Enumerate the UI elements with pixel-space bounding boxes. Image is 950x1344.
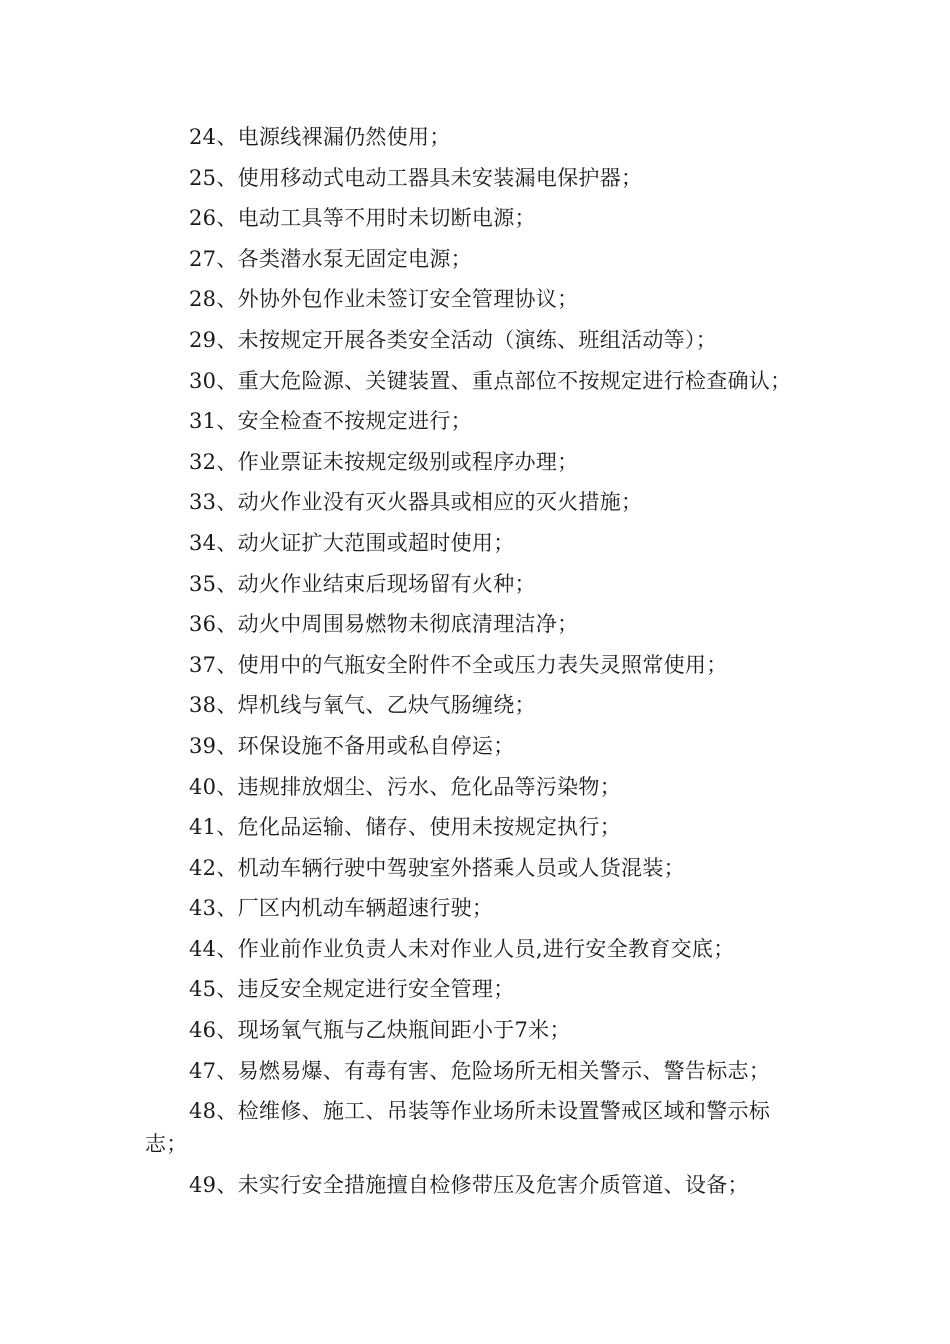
list-item: 25、使用移动式电动工器具未安装漏电保护器； xyxy=(189,165,643,190)
list-item: 40、违规排放烟尘、污水、危化品等污染物； xyxy=(189,774,622,799)
list-item: 49、未实行安全措施擅自检修带压及危害介质管道、设备； xyxy=(189,1173,749,1198)
list-item: 29、未按规定开展各类安全活动（演练、班组活动等）； xyxy=(189,327,718,352)
list-item: 24、电源线裸漏仍然使用； xyxy=(189,125,451,149)
list-item: 34、动火证扩大范围或超时使用； xyxy=(189,530,515,555)
list-item: 38、焊机线与氧气、乙炔气肠缠绕； xyxy=(189,693,536,718)
list-item: 47、易燃易爆、有毒有害、危险场所无相关警示、警告标志； xyxy=(189,1058,771,1083)
list-item: 31、安全检查不按规定进行； xyxy=(189,409,472,434)
list-item: 41、危化品运输、储存、使用未按规定执行； xyxy=(189,815,622,840)
list-item: 45、违反安全规定进行安全管理； xyxy=(189,977,515,1002)
list-item: 30、重大危险源、关键装置、重点部位不按规定进行检查确认； xyxy=(189,368,792,393)
list-item: 48、检维修、施工、吊装等作业场所未设置警戒区域和警示标志； xyxy=(145,1099,771,1157)
list-item: 33、动火作业没有灭火器具或相应的灭火措施； xyxy=(189,490,643,515)
list-item: 37、使用中的气瓶安全附件不全或压力表失灵照常使用； xyxy=(189,652,728,677)
list-item: 27、各类潜水泵无固定电源； xyxy=(189,246,472,271)
list-item: 43、厂区内机动车辆超速行驶； xyxy=(189,896,494,921)
document-body xyxy=(145,117,810,1206)
list-item: 46、现场氧气瓶与乙炔瓶间距小于7米； xyxy=(189,1018,571,1043)
list-item: 28、外协外包作业未签订安全管理协议； xyxy=(189,287,579,312)
list-item: 26、电动工具等不用时未切断电源； xyxy=(189,206,536,231)
list-item: 42、机动车辆行驶中驾驶室外搭乘人员或人货混装； xyxy=(189,855,685,880)
list-item: 44、作业前作业负责人未对作业人员,进行安全教育交底； xyxy=(189,936,735,961)
list-item: 36、动火中周围易燃物未彻底清理洁净； xyxy=(189,612,579,637)
list-item: 35、动火作业结束后现场留有火种； xyxy=(189,571,536,596)
list-item: 32、作业票证未按规定级别或程序办理； xyxy=(189,449,579,474)
list-item: 39、环保设施不备用或私自停运； xyxy=(189,733,515,758)
